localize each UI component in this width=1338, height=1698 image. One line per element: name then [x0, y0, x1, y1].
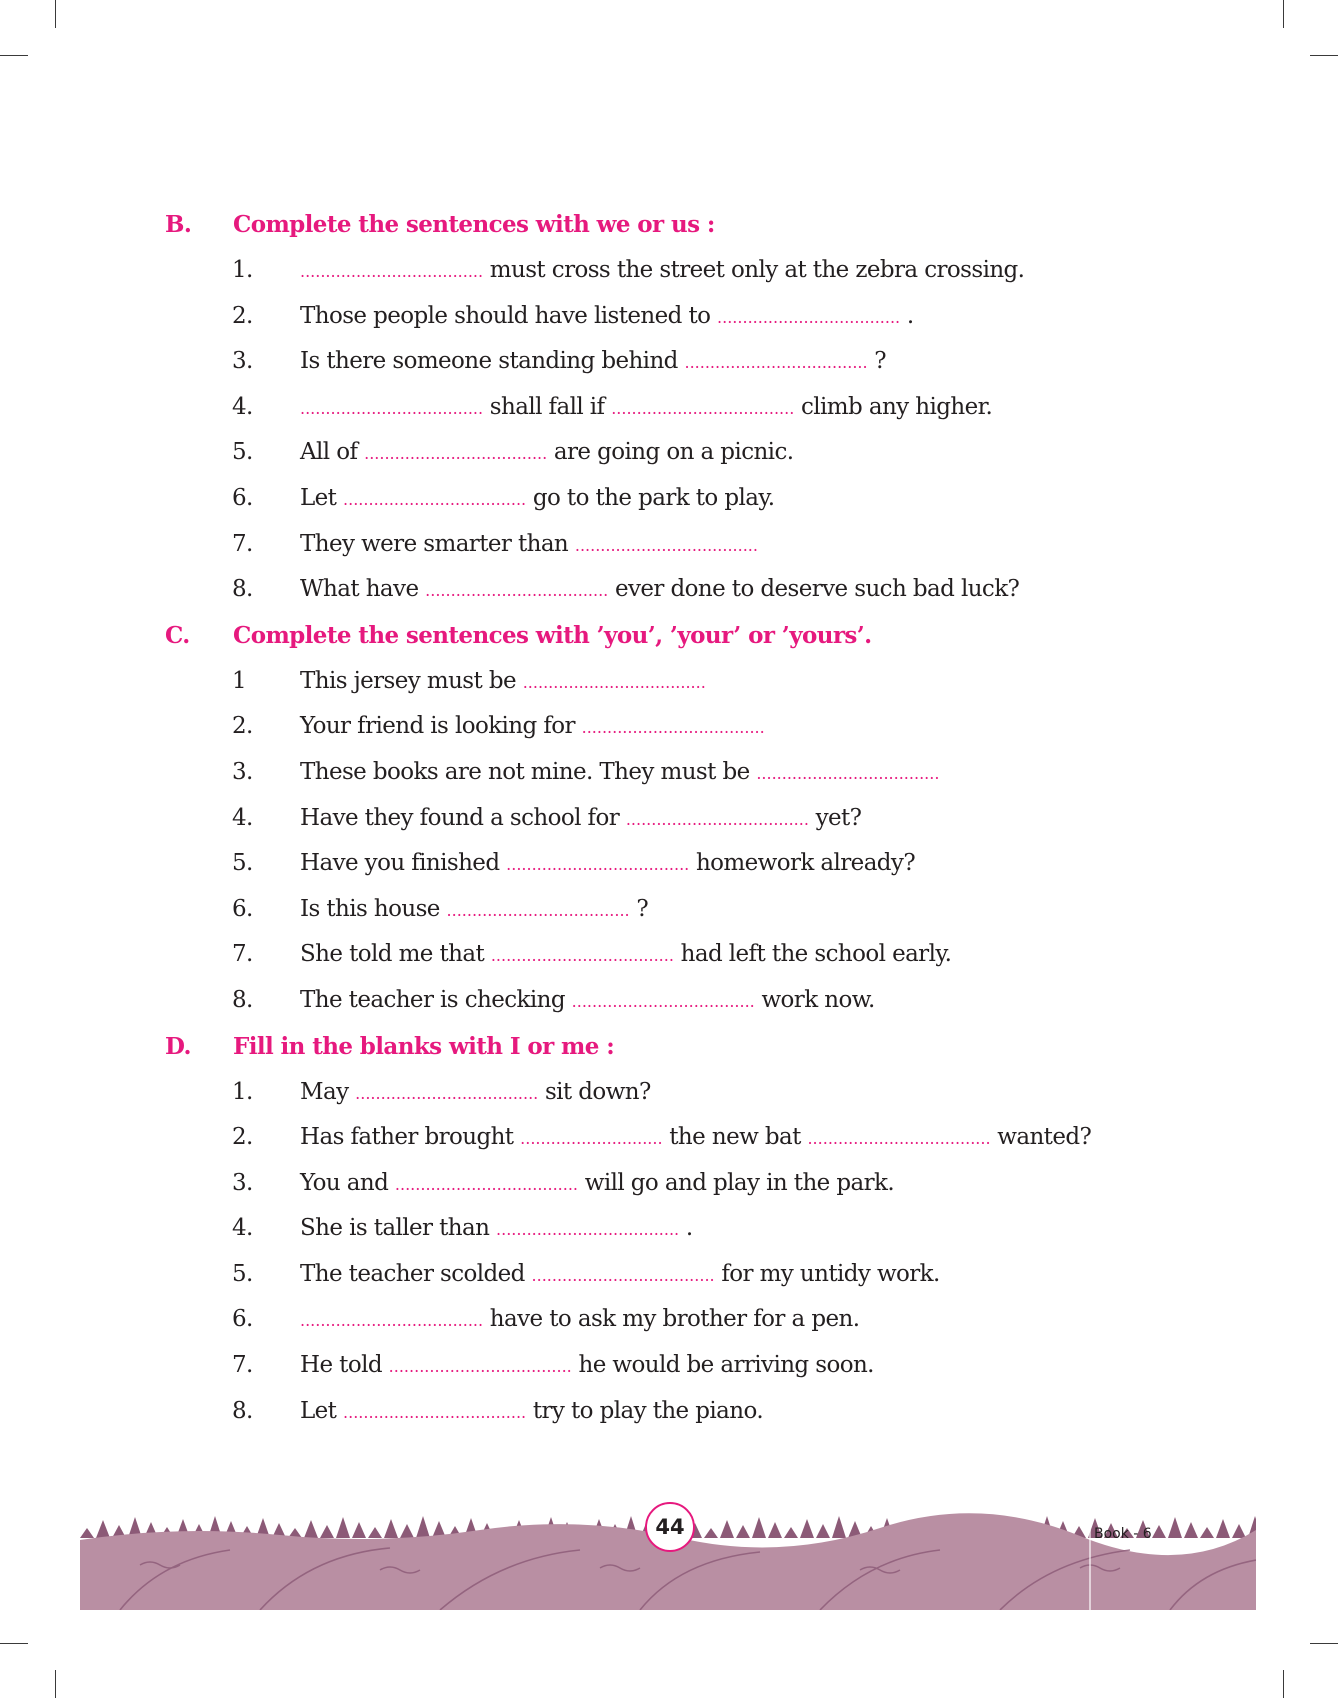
sentence-text: had left the school early.	[673, 941, 952, 968]
item-number: 1	[232, 667, 247, 694]
answer-blank[interactable]: ....................................	[531, 1265, 715, 1285]
tree-icon	[1216, 1519, 1230, 1538]
exercise-item	[165, 805, 1185, 851]
sentence-text: The teacher is checking	[300, 986, 572, 1013]
item-number: 5.	[232, 439, 253, 466]
section-heading	[165, 622, 1185, 668]
item-number: 4.	[232, 804, 253, 831]
answer-blank[interactable]: ....................................	[364, 444, 548, 464]
answer-blank[interactable]: ....................................	[425, 581, 609, 601]
crop-mark	[0, 1643, 28, 1644]
exercise-item	[165, 394, 1185, 440]
crop-mark	[1310, 55, 1338, 56]
sentence-text: work now.	[754, 986, 875, 1013]
sentence-text: ?	[629, 895, 649, 922]
item-number: 7.	[232, 941, 253, 968]
item-number: 6.	[232, 895, 253, 922]
sentence-text: wanted?	[990, 1124, 1092, 1151]
sentence	[300, 1261, 940, 1287]
exercise-item	[165, 348, 1185, 394]
answer-blank[interactable]: ....................................	[807, 1129, 991, 1149]
answer-blank[interactable]: ....................................	[581, 718, 765, 738]
sentence-text: You and	[300, 1169, 395, 1196]
answer-blank[interactable]: ....................................	[574, 535, 758, 555]
crop-mark	[0, 55, 28, 56]
section-letter: D.	[165, 1032, 191, 1060]
tree-icon	[80, 1528, 94, 1538]
answer-blank[interactable]: ....................................	[506, 855, 690, 875]
tree-icon	[768, 1522, 782, 1538]
sentence-text: climb any higher.	[794, 393, 993, 420]
tree-icon	[1200, 1527, 1214, 1538]
tree-icon	[384, 1519, 398, 1538]
sentence-text: Have you finished	[300, 850, 507, 877]
answer-blank[interactable]: ....................................	[522, 672, 706, 692]
item-number: 7.	[232, 530, 253, 557]
item-number: 1.	[232, 257, 253, 283]
crop-mark	[55, 1670, 56, 1698]
tree-icon	[720, 1520, 734, 1538]
sentence	[300, 1215, 693, 1241]
exercise-item	[165, 896, 1185, 942]
sentence-text: What have	[300, 576, 426, 603]
item-number: 8.	[232, 576, 253, 603]
item-number: 6.	[232, 484, 253, 511]
sentence-text: sit down?	[538, 1078, 651, 1105]
sentence-text: All of	[300, 439, 365, 466]
sentence-text: She is taller than	[300, 1215, 497, 1242]
exercise-item	[165, 759, 1185, 805]
tree-icon	[816, 1524, 830, 1538]
exercise-item	[165, 439, 1185, 485]
tree-icon	[704, 1528, 718, 1538]
tree-icon	[1232, 1524, 1246, 1538]
sentence	[300, 485, 774, 511]
sentence-text: go to the park to play.	[526, 484, 775, 511]
tree-icon	[784, 1527, 798, 1538]
answer-blank[interactable]: ....................................	[684, 353, 868, 373]
sentence-text: Let	[300, 1397, 344, 1424]
sentence	[300, 668, 706, 694]
exercise-item	[165, 1170, 1185, 1216]
sentence	[300, 941, 951, 967]
sentence	[300, 257, 1024, 283]
sentence-text: Have they found a school for	[300, 804, 626, 831]
sentence	[300, 531, 758, 557]
answer-blank[interactable]: ....................................	[446, 900, 630, 920]
sentence-text: Is this house	[300, 895, 447, 922]
sentence-text: yet?	[808, 804, 862, 831]
sentence-text: Let	[300, 484, 344, 511]
exercise-item	[165, 713, 1185, 759]
answer-blank[interactable]: ....................................	[611, 398, 795, 418]
answer-blank[interactable]: ....................................	[756, 763, 940, 783]
sentence-text: He told	[300, 1352, 389, 1379]
sentence	[300, 394, 992, 420]
answer-blank[interactable]: ....................................	[394, 1174, 579, 1194]
exercise-item	[165, 257, 1185, 303]
exercise-item	[165, 987, 1185, 1033]
sentence	[300, 1306, 859, 1332]
tree-icon	[1184, 1522, 1198, 1538]
sentence	[300, 1352, 874, 1378]
sentence	[300, 576, 1019, 602]
sentence	[300, 1170, 894, 1196]
sentence	[300, 805, 861, 831]
tree-icon	[752, 1517, 766, 1538]
sentence-text: The teacher scolded	[300, 1260, 532, 1287]
sentence-text: try to play the piano.	[526, 1397, 764, 1424]
item-number: 6.	[232, 1306, 253, 1333]
item-number: 3.	[232, 758, 253, 785]
tree-icon	[1168, 1517, 1182, 1538]
answer-blank[interactable]: ............................	[520, 1129, 663, 1149]
item-number: 2.	[232, 1124, 253, 1151]
answer-blank[interactable]: ....................................	[571, 991, 755, 1011]
tree-icon	[1152, 1525, 1166, 1538]
tree-icon	[320, 1525, 334, 1538]
sentence	[300, 303, 914, 329]
exercise-item	[165, 668, 1185, 714]
tree-icon	[352, 1522, 366, 1538]
tree-icon	[832, 1516, 846, 1538]
sentence-text: .	[679, 1215, 693, 1242]
answer-blank[interactable]: ....................................	[300, 1311, 484, 1331]
exercise-content	[165, 211, 1185, 1443]
sentence-text: Those people should have listened to	[300, 302, 718, 329]
tree-icon	[800, 1519, 814, 1538]
section-letter: B.	[165, 211, 192, 238]
exercise-item	[165, 576, 1185, 622]
answer-blank[interactable]: ....................................	[343, 1402, 527, 1422]
sentence	[300, 1124, 1091, 1150]
sentence	[300, 1398, 763, 1424]
item-number: 3.	[232, 1169, 253, 1196]
sentence-text: will go and play in the park.	[578, 1169, 895, 1196]
sentence-text: have to ask my brother for a pen.	[483, 1306, 860, 1333]
exercise-item	[165, 1352, 1185, 1398]
sentence-text: ever done to deserve such bad luck?	[608, 576, 1020, 603]
exercise-item	[165, 941, 1185, 987]
exercise-item	[165, 1261, 1185, 1307]
item-number: 3.	[232, 348, 253, 375]
tree-icon	[736, 1525, 750, 1538]
exercise-item	[165, 485, 1185, 531]
crop-mark	[1283, 0, 1284, 28]
tree-icon	[336, 1517, 350, 1538]
sentence-text: She told me that	[300, 941, 491, 968]
section-heading	[165, 1033, 1185, 1079]
sentence-text: the new bat	[662, 1124, 808, 1151]
sentence-text: .	[900, 302, 914, 329]
section-heading	[165, 211, 1185, 257]
item-number: 4.	[232, 393, 253, 420]
answer-blank[interactable]: ....................................	[388, 1357, 572, 1377]
exercise-item	[165, 1124, 1185, 1170]
answer-blank[interactable]: ....................................	[343, 489, 527, 509]
sentence	[300, 759, 939, 785]
sentence	[300, 850, 915, 876]
item-number: 7.	[232, 1352, 253, 1379]
sentence-text: May	[300, 1078, 356, 1105]
page-number-badge	[645, 1502, 695, 1552]
sentence	[300, 348, 886, 374]
item-number: 4.	[232, 1215, 253, 1242]
crop-mark	[1283, 1670, 1284, 1698]
tree-icon	[96, 1520, 110, 1538]
sentence-text: for my untidy work.	[714, 1260, 940, 1287]
sentence-text: Is there someone standing behind	[300, 348, 685, 375]
answer-blank[interactable]: ....................................	[717, 307, 901, 327]
item-number: 5.	[232, 1260, 253, 1287]
sentence-text: They were smarter than	[300, 530, 575, 557]
item-number: 2.	[232, 302, 253, 329]
sentence-text: Your friend is looking for	[300, 713, 582, 740]
sentence-text: These books are not mine. They must be	[300, 758, 757, 785]
answer-blank[interactable]: ....................................	[496, 1220, 680, 1240]
sentence-text: homework already?	[689, 850, 916, 877]
crop-mark	[55, 0, 56, 28]
item-number: 1.	[232, 1078, 253, 1105]
section-letter: C.	[165, 621, 190, 649]
exercise-item	[165, 1215, 1185, 1261]
sentence	[300, 439, 793, 465]
sentence-text: shall fall if	[483, 393, 612, 420]
book-label: Book - 6	[1094, 1526, 1152, 1542]
sentence-text: This jersey must be	[300, 667, 523, 694]
exercise-item	[165, 1079, 1185, 1125]
exercise-item	[165, 303, 1185, 349]
page-number: 44	[655, 1515, 685, 1539]
answer-blank[interactable]: ....................................	[625, 809, 809, 829]
answer-blank[interactable]: ....................................	[300, 398, 484, 418]
item-number: 8.	[232, 986, 253, 1013]
sentence	[300, 987, 875, 1013]
sentence	[300, 713, 765, 739]
sentence	[300, 1079, 651, 1105]
section-title: Fill in the blanks with I or me :	[233, 1032, 615, 1060]
section-title: Complete the sentences with ’you’, ’your’ or ’yours’.	[233, 621, 872, 649]
exercise-item	[165, 850, 1185, 896]
sentence-text: must cross the street only at the zebra crossing.	[483, 257, 1025, 283]
tree-icon	[416, 1516, 430, 1538]
answer-blank[interactable]: ....................................	[490, 946, 674, 966]
answer-blank[interactable]: ....................................	[355, 1083, 539, 1103]
sentence-text: he would be arriving soon.	[571, 1352, 874, 1379]
sentence-text: are going on a picnic.	[547, 439, 794, 466]
exercise-item	[165, 531, 1185, 577]
section-title: Complete the sentences with we or us :	[233, 211, 715, 238]
answer-blank[interactable]: ....................................	[300, 262, 484, 281]
item-number: 8.	[232, 1397, 253, 1424]
sentence-text: ?	[867, 348, 887, 375]
item-number: 2.	[232, 713, 253, 740]
tree-icon	[304, 1520, 318, 1538]
crop-mark	[1310, 1643, 1338, 1644]
sentence-text: Has father brought	[300, 1124, 521, 1151]
tree-icon	[368, 1527, 382, 1538]
exercise-item	[165, 1306, 1185, 1352]
sentence	[300, 896, 648, 922]
item-number: 5.	[232, 850, 253, 877]
tree-icon	[400, 1524, 414, 1538]
